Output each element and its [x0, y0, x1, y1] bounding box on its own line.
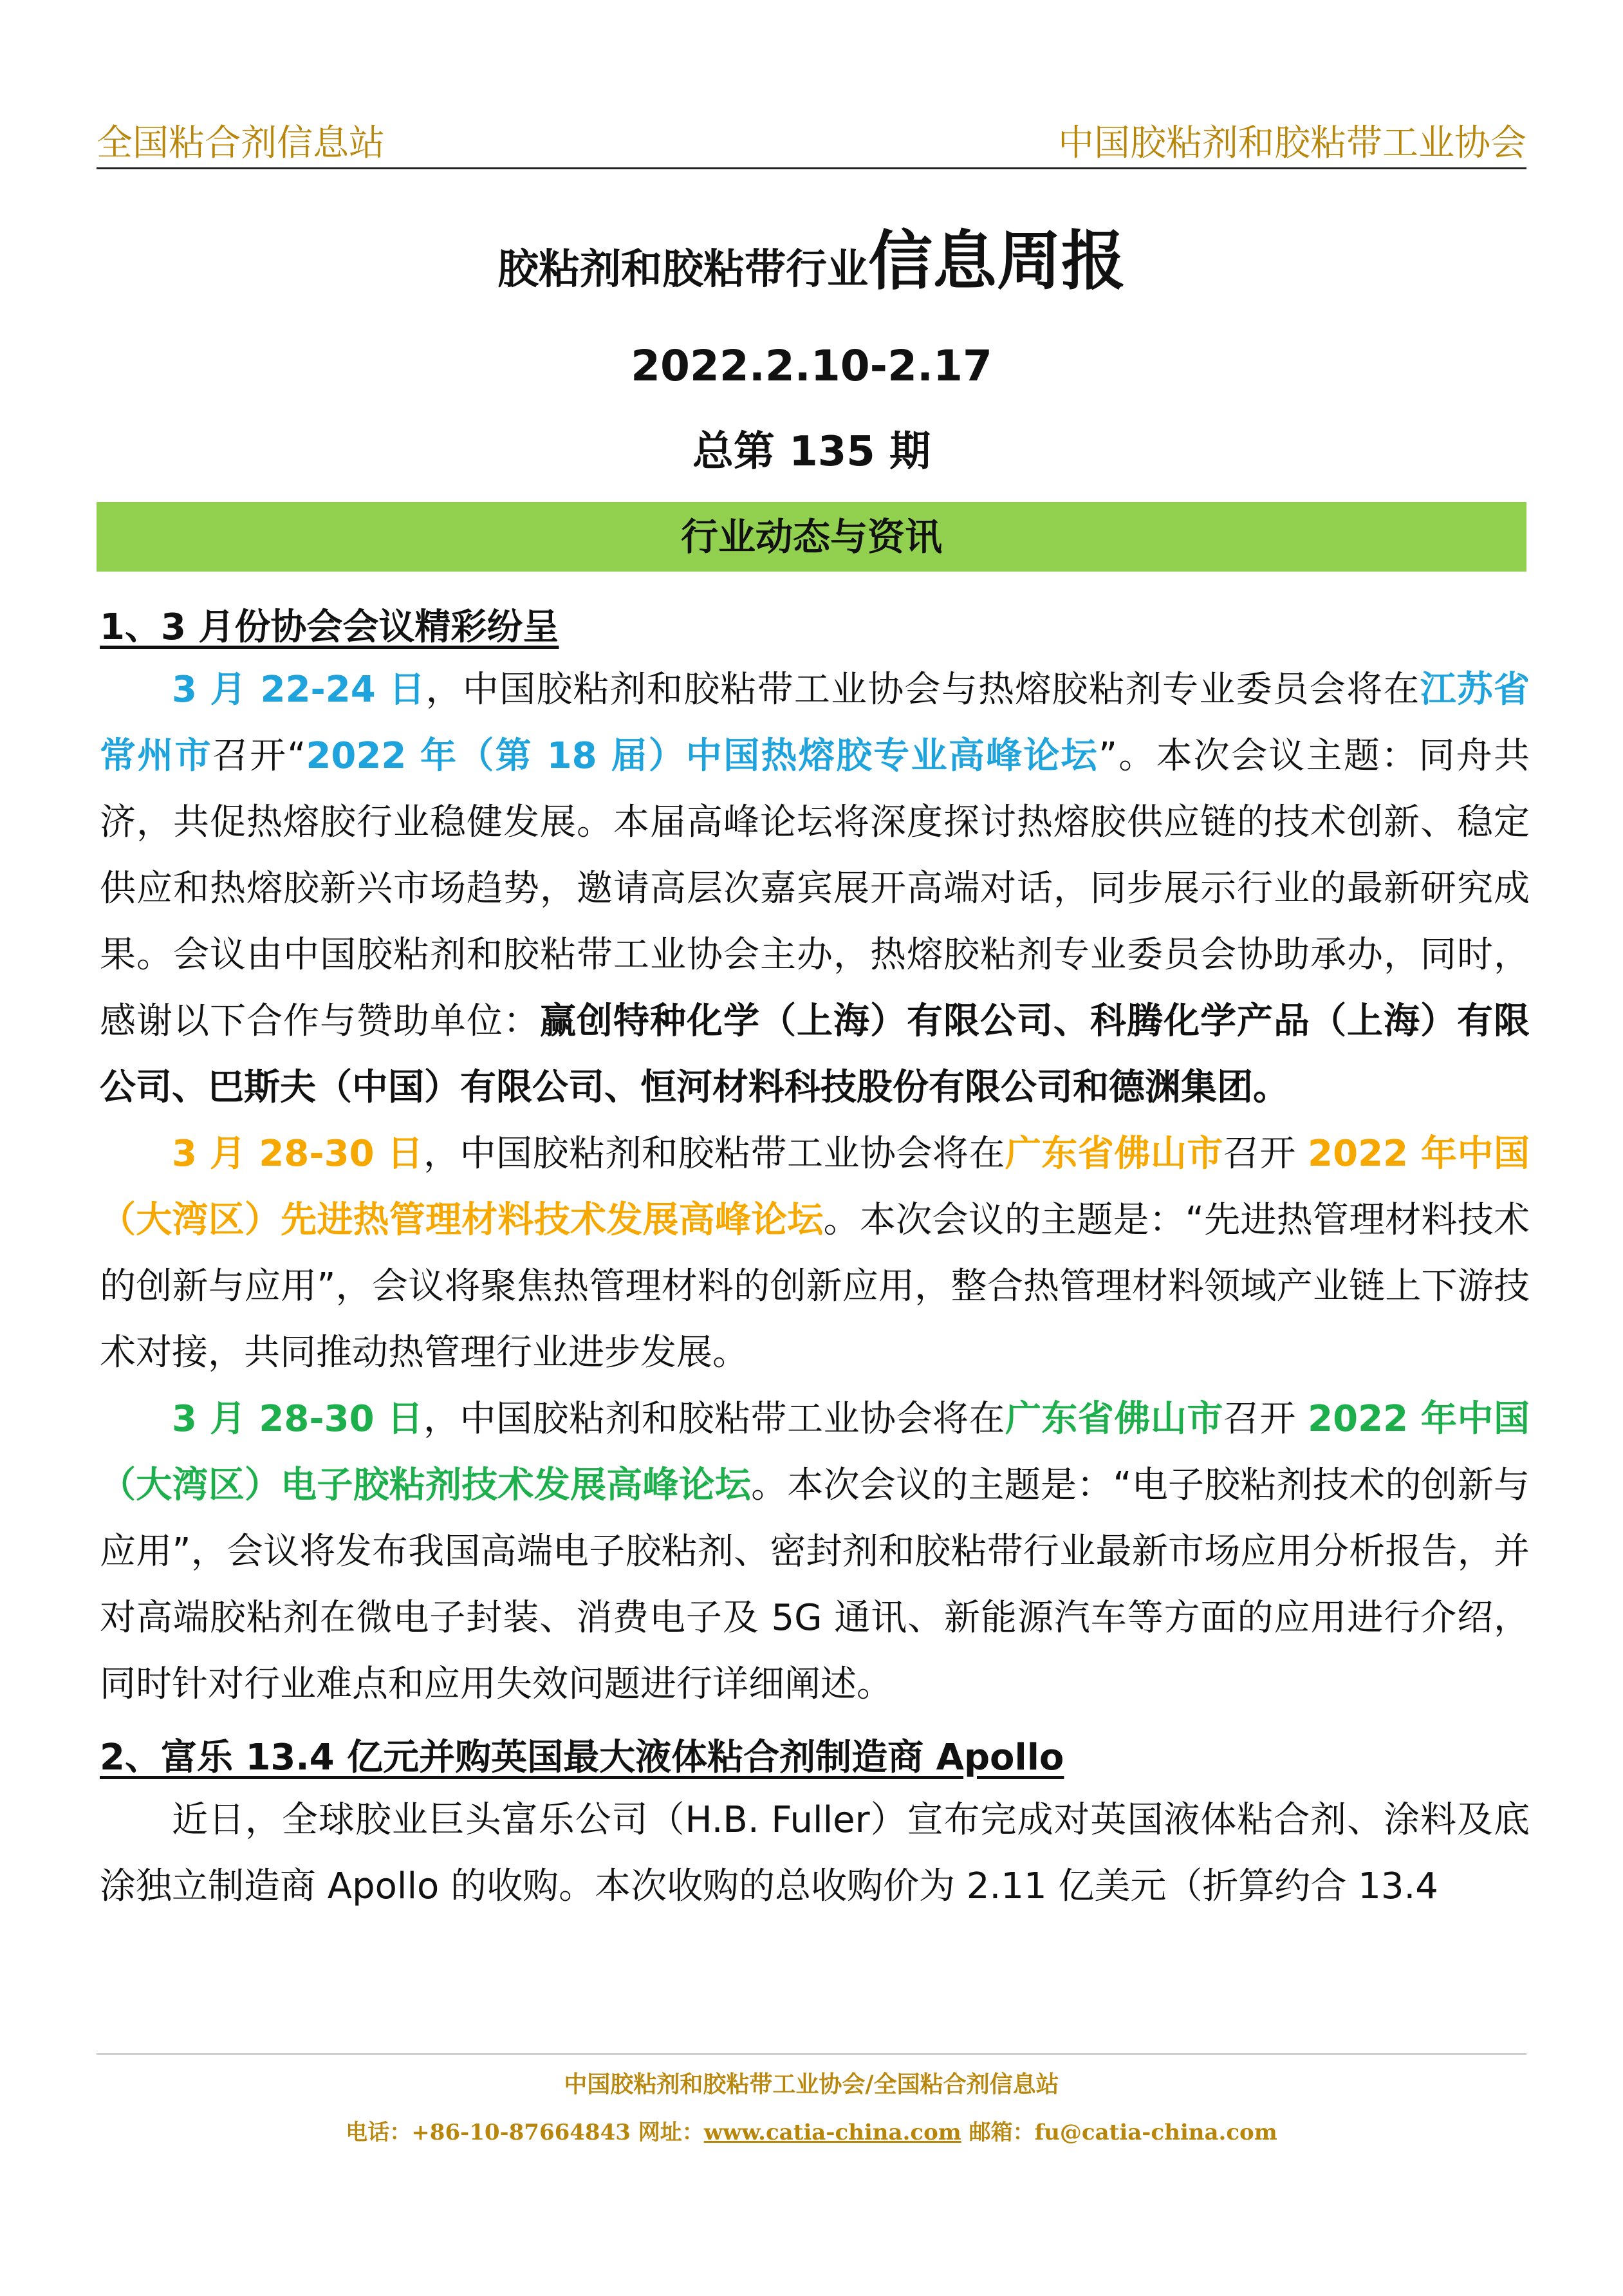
footer-organization: 中国胶粘剂和胶粘带工业协会/全国粘合剂信息站: [564, 2071, 1059, 2098]
event-name: 2022 年中国（大湾区）先进热管理材料技术发展高峰论坛: [100, 1133, 1530, 1241]
event-location: 广东省佛山市: [1005, 1133, 1223, 1175]
paragraph-text: 召开: [1223, 1398, 1308, 1440]
footer-email: 邮箱：fu@catia-china.com: [961, 2120, 1277, 2145]
paragraph-text: 召开: [1223, 1133, 1308, 1175]
article2-paragraph-1: 近日，全球胶业巨头富乐公司（H.B. Fuller）宣布完成对英国液体粘合剂、涂料及底涂独立制造商 Apollo 的收购。本次收购的总收购价为 2.11 亿美元（折算约合 13.4: [100, 1799, 1530, 1907]
paragraph-text: 召开“: [212, 735, 306, 777]
section-band: 行业动态与资讯: [97, 502, 1526, 572]
title-main: 信息周报: [868, 223, 1126, 299]
paragraph-text: ，中国胶粘剂和胶粘带工业协会将在: [423, 1398, 1005, 1440]
event-name: 2022 年（第 18 届）中国热熔胶专业高峰论坛: [306, 735, 1099, 777]
event-date: 3 月 22-24 日: [172, 669, 426, 711]
header-left: 全国粘合剂信息站: [97, 122, 385, 164]
footer-divider: [97, 2053, 1526, 2055]
sponsor-list: 赢创特种化学（上海）有限公司、科腾化学产品（上海）有限公司、巴斯夫（中国）有限公司、恒河材料科技股份有限公司和德渊集团。: [100, 1000, 1530, 1108]
article1-heading: 1、3 月份协会会议精彩纷呈: [100, 606, 559, 648]
paragraph-text: 。本次会议的主题是：“电子胶粘剂技术的创新与应用”，会议将发布我国高端电子胶粘剂、密封剂和胶粘带行业最新市场应用分析报告，并对高端胶粘剂在微电子封装、消费电子及 5G 通讯、新能源汽车等方面的应用进行介绍，同时针对行业难点和应用失效问题进行详细阐述。: [100, 1464, 1530, 1705]
event-date: 3 月 28-30 日: [172, 1133, 424, 1175]
article2-heading: 2、富乐 13.4 亿元并购英国最大液体粘合剂制造商 Apollo: [100, 1737, 1064, 1778]
footer-website-link[interactable]: www.catia-china.com: [703, 2120, 961, 2145]
issue-number: 总第 135 期: [692, 428, 931, 476]
footer-contact: [0, 2114, 1623, 2146]
paragraph-text: ，中国胶粘剂和胶粘带工业协会将在: [423, 1133, 1005, 1175]
date-range: 2022.2.10-2.17: [631, 341, 992, 391]
article1-paragraph-2: [100, 1121, 1530, 1386]
title-prefix: 胶粘剂和胶粘带行业: [497, 246, 868, 294]
event-location: 广东省佛山市: [1005, 1398, 1223, 1440]
footer-phone: 电话：+86-10-87664843 网址：: [346, 2120, 704, 2145]
event-name: 2022 年中国（大湾区）电子胶粘剂技术发展高峰论坛: [100, 1398, 1530, 1506]
main-content: [100, 599, 1530, 1919]
paragraph-text: 。本次会议的主题是：“先进热管理材料技术的创新与应用”，会议将聚焦热管理材料的创新应用，整合热管理材料领域产业链上下游技术对接，共同推动热管理行业进步发展。: [100, 1199, 1530, 1374]
header-divider: [97, 167, 1526, 169]
page-title: [0, 209, 1623, 302]
article1-paragraph-3: [100, 1386, 1530, 1717]
event-location: 江苏省常州市: [100, 669, 1530, 777]
header-right: 中国胶粘剂和胶粘带工业协会: [1058, 122, 1526, 164]
paragraph-text: ，中国胶粘剂和胶粘带工业协会与热熔胶粘剂专业委员会将在: [425, 669, 1420, 711]
event-date: 3 月 28-30 日: [172, 1398, 424, 1440]
paragraph-text: ”。本次会议主题：同舟共济，共促热熔胶行业稳健发展。本届高峰论坛将深度探讨热熔胶供应链的技术创新、稳定供应和热熔胶新兴市场趋势，邀请高层次嘉宾展开高端对话，同步展示行业的最新研究成果。会议由中国胶粘剂和胶粘带工业协会主办，热熔胶粘剂专业委员会协助承办，同时，感谢以下合作与赞助单位：: [100, 735, 1530, 1042]
article1-paragraph-1: [100, 657, 1530, 1121]
